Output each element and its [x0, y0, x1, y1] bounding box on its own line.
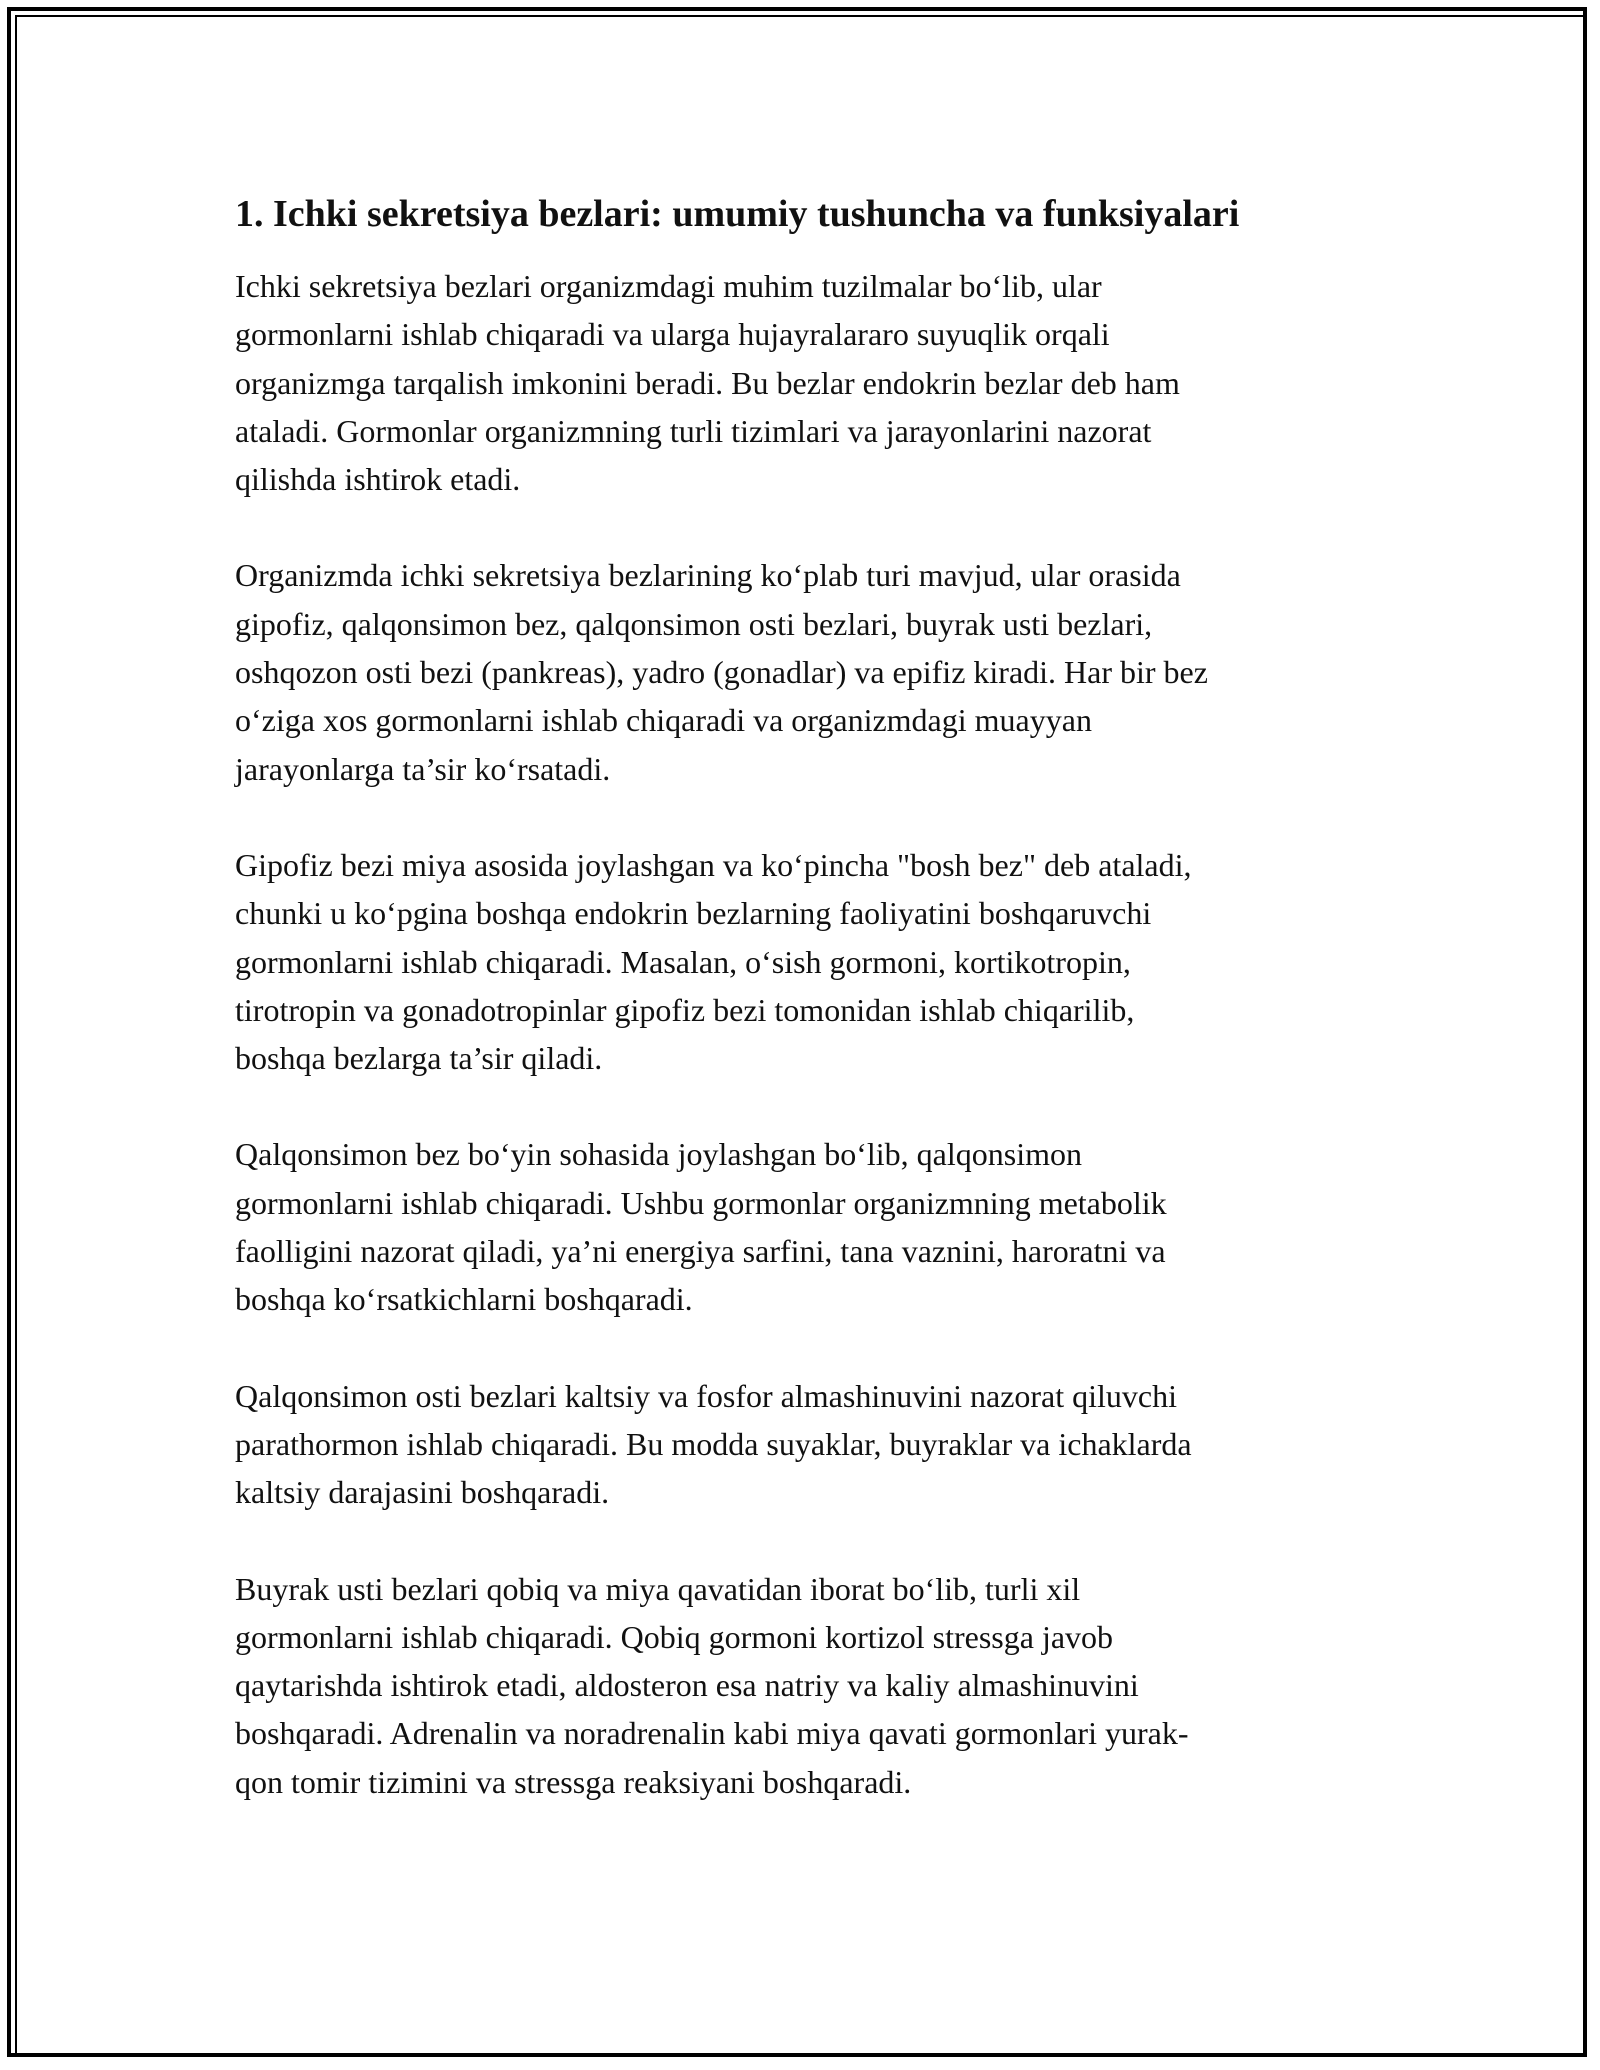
paragraph-gland-types: [235, 551, 1370, 792]
text-line: qaytarishda ishtirok etadi, aldosteron esa natriy va kaliy almashinuvini: [235, 1667, 1139, 1704]
text-line: faolligini nazorat qiladi, ya’ni energiya sarfini, tana vaznini, haroratni va: [235, 1233, 1166, 1270]
text-line: qilishda ishtirok etadi.: [235, 461, 521, 498]
document-body: [235, 188, 1370, 1854]
page-title: 1. Ichki sekretsiya bezlari: umumiy tushuncha va funksiyalari: [235, 193, 1240, 235]
text-line: Qalqonsimon osti bezlari kaltsiy va fosfor almashinuvini nazorat qiluvchi: [235, 1377, 1178, 1414]
text-line: kaltsiy darajasini boshqaradi.: [235, 1474, 610, 1511]
paragraph-pituitary: [235, 841, 1370, 1082]
text-line: tirotropin va gonadotropinlar gipofiz bezi tomonidan ishlab chiqarilib,: [235, 991, 1135, 1028]
text-line: gipofiz, qalqonsimon bez, qalqonsimon osti bezlari, buyrak usti bezlari,: [235, 605, 1153, 642]
text-line: organizmga tarqalish imkonini beradi. Bu bezlar endokrin bezlar deb ham: [235, 364, 1180, 401]
text-line: Gipofiz bezi miya asosida joylashgan va ko‘pincha "bosh bez" deb ataladi,: [235, 846, 1192, 883]
paragraph-thyroid: [235, 1130, 1370, 1323]
text-line: Buyrak usti bezlari qobiq va miya qavatidan iborat bo‘lib, turli xil: [235, 1570, 1081, 1607]
text-line: parathormon ishlab chiqaradi. Bu modda suyaklar, buyraklar va ichaklarda: [235, 1425, 1192, 1462]
text-line: boshqa bezlarga ta’sir qiladi.: [235, 1040, 603, 1077]
text-line: jarayonlarga ta’sir ko‘rsatadi.: [235, 750, 611, 787]
text-line: o‘ziga xos gormonlarni ishlab chiqaradi va organizmdagi muayyan: [235, 702, 1092, 739]
text-line: qon tomir tizimini va stressga reaksiyani boshqaradi.: [235, 1763, 912, 1800]
paragraph-adrenal: [235, 1565, 1370, 1806]
text-line: Ichki sekretsiya bezlari organizmdagi muhim tuzilmalar bo‘lib, ular: [235, 268, 1102, 304]
text-line: ataladi. Gormonlar organizmning turli tizimlari va jarayonlarini nazorat: [235, 412, 1152, 449]
text-line: gormonlarni ishlab chiqaradi. Ushbu gormonlar organizmning metabolik: [235, 1184, 1167, 1221]
text-line: boshqaradi. Adrenalin va noradrenalin kabi miya qavati gormonlari yurak-: [235, 1715, 1189, 1752]
text-line: gormonlarni ishlab chiqaradi. Masalan, o‘sish gormoni, kortikotropin,: [235, 943, 1131, 980]
text-line: chunki u ko‘pgina boshqa endokrin bezlarning faoliyatini boshqaruvchi: [235, 895, 1152, 932]
text-line: boshqa ko‘rsatkichlarni boshqaradi.: [235, 1281, 693, 1318]
text-line: gormonlarni ishlab chiqaradi va ularga hujayralararo suyuqlik orqali: [235, 316, 1110, 353]
paragraph-intro: [235, 262, 1370, 503]
paragraph-parathyroid: [235, 1372, 1370, 1517]
text-line: Qalqonsimon bez bo‘yin sohasida joylashgan bo‘lib, qalqonsimon: [235, 1136, 1082, 1173]
text-line: Organizmda ichki sekretsiya bezlarining ko‘plab turi mavjud, ular orasida: [235, 557, 1181, 594]
text-line: gormonlarni ishlab chiqaradi. Qobiq gormoni kortizol stressga javob: [235, 1618, 1114, 1655]
text-line: oshqozon osti bezi (pankreas), yadro (gonadlar) va epifiz kiradi. Har bir bez: [235, 654, 1208, 691]
